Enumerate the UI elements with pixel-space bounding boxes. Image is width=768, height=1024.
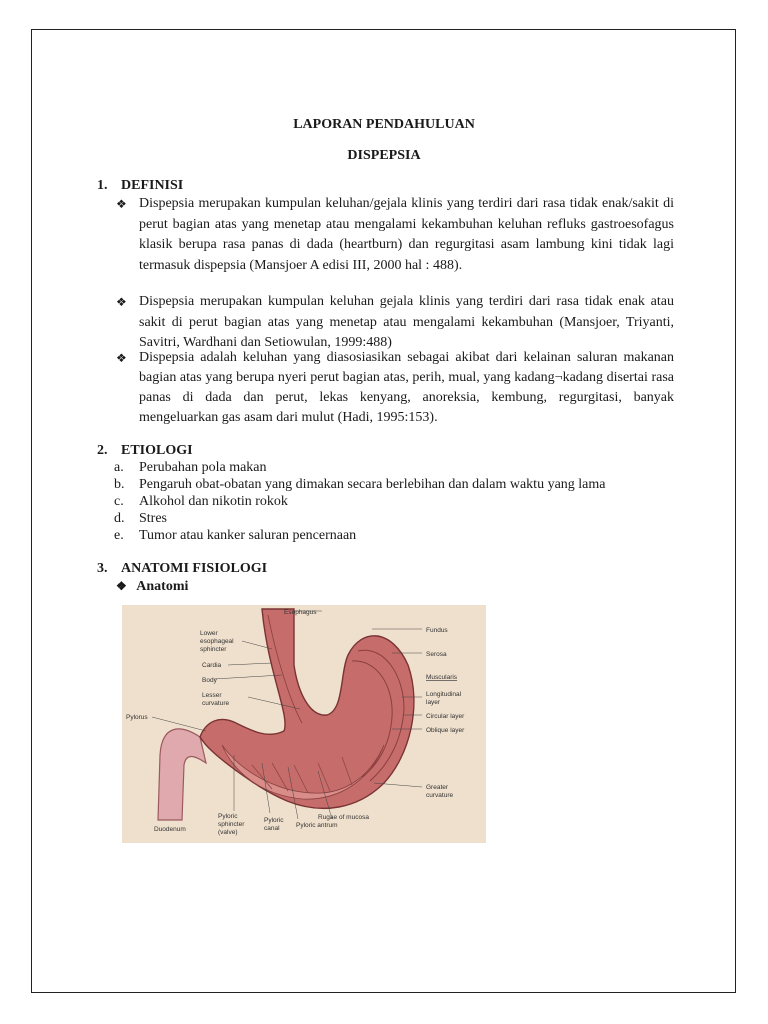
diamond-bullet-icon: ❖ — [116, 295, 127, 309]
subheading-anatomi — [116, 579, 188, 595]
figure-label: Lower — [200, 630, 218, 637]
document-title: LAPORAN PENDAHULUAN — [293, 117, 475, 132]
definition-paragraph-2: Dispepsia merupakan kumpulan keluhan gejala klinis yang terdiri dari rasa tidak enak atau sakit di perut bagian atas yang menetap atau mengalami kekambuhan (Mansjoer, Triyanti, Savitri, Wardhani dan Setiowulan, 1999:488) — [139, 294, 674, 350]
figure-label: Muscularis — [426, 674, 458, 681]
list-item — [114, 528, 356, 544]
figure-label: Rugae of mucosa — [318, 814, 369, 821]
duodenum-shape — [158, 729, 206, 820]
diamond-bullet-icon: ❖ — [116, 197, 127, 211]
definition-paragraph-3: Dispepsia adalah keluhan yang diasosiasikan sebagai akibat dari kelainan saluran makanan bagian atas yang berupa nyeri perut bagian atas, perih, mual, yang kadang¬kadang disertai rasa panas di dada dan perut, lekas kenyang, anoreksia, kembung, regurgitasi, banyak mengeluarkan gas asam dari mulut (Hadi, 1995:153). — [139, 350, 674, 425]
figure-label: esophageal — [200, 638, 234, 645]
section-number: 3. — [97, 561, 108, 576]
figure-label: canal — [264, 825, 280, 832]
list-item-text: Alkohol dan nikotin rokok — [139, 494, 288, 509]
figure-label: layer — [426, 699, 441, 706]
list-item-label: d. — [114, 511, 125, 526]
list-item — [114, 511, 167, 527]
figure-label: Serosa — [426, 651, 447, 658]
figure-label: Circular layer — [426, 713, 465, 720]
figure-label: Body — [202, 677, 217, 684]
list-item-text: Stres — [139, 511, 167, 526]
list-item-text: Pengaruh obat-obatan yang dimakan secara berlebihan dan dalam waktu yang lama — [139, 477, 606, 492]
figure-label: sphincter — [200, 646, 227, 653]
figure-label: Greater — [426, 784, 449, 791]
document-subtitle: DISPEPSIA — [347, 148, 421, 163]
figure-label: curvature — [202, 700, 230, 707]
figure-label: Lesser — [202, 692, 222, 699]
figure-label: Pyloric — [218, 813, 238, 820]
section-number: 1. — [97, 178, 108, 193]
figure-label: Pyloric antrum — [296, 822, 338, 829]
definition-paragraph-1: Dispepsia merupakan kumpulan keluhan/gejala klinis yang terdiri dari rasa tidak enak/sakit di perut bagian atas yang menetap atau mengalami kekambuhan keluhan refluks gastroesofagus klasik berupa rasa panas di dada (heartburn) dan regurgitasi asam lambung kini tidak lagi termasuk dispepsia (Mansjoer A edisi III, 2000 hal : 488). — [139, 196, 674, 273]
list-item-text: Perubahan pola makan — [139, 460, 267, 475]
figure-label: curvature — [426, 792, 454, 799]
section-title: DEFINISI — [121, 178, 184, 193]
list-item — [114, 460, 267, 476]
subheading-text: Anatomi — [136, 579, 189, 594]
list-item — [114, 477, 605, 493]
section-title: ANATOMI FISIOLOGI — [121, 561, 268, 576]
list-item-label: c. — [114, 494, 124, 509]
list-item — [114, 494, 288, 510]
figure-label: Duodenum — [154, 826, 186, 833]
figure-label: Esophagus — [284, 609, 317, 616]
list-item-text: Tumor atau kanker saluran pencernaan — [139, 528, 357, 543]
list-item-label: b. — [114, 477, 125, 492]
section-number: 2. — [97, 443, 108, 458]
section-heading-definisi — [97, 178, 183, 194]
stomach-anatomy-figure — [122, 605, 486, 843]
figure-label: Pylorus — [126, 714, 148, 721]
stomach-illustration — [122, 605, 486, 843]
section-title: ETIOLOGI — [121, 443, 193, 458]
figure-label: Fundus — [426, 627, 448, 634]
figure-label: Pyloric — [264, 817, 284, 824]
figure-label: Cardia — [202, 662, 222, 669]
diamond-bullet-icon: ❖ — [116, 351, 127, 365]
figure-label: Longitudinal — [426, 691, 462, 698]
list-item-label: e. — [114, 528, 124, 543]
figure-label: Oblique layer — [426, 727, 465, 734]
list-item-label: a. — [114, 460, 124, 475]
section-heading-etiologi — [97, 443, 193, 459]
section-heading-anatomi-fisiologi — [97, 561, 267, 577]
figure-label: sphincter — [218, 821, 245, 828]
diamond-bullet-icon: ❖ — [116, 579, 127, 593]
figure-label: (valve) — [218, 829, 238, 836]
